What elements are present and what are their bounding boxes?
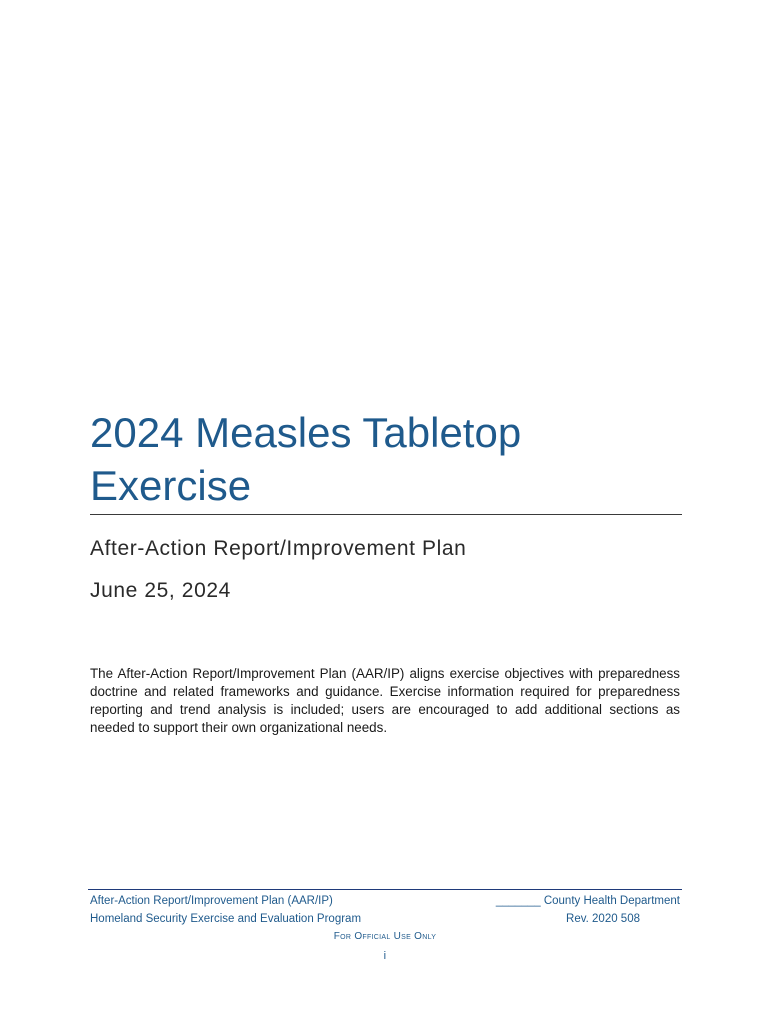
document-summary: The After-Action Report/Improvement Plan (AAR/IP) aligns exercise objectives with preparedness doctrine and related frameworks and guidance. Exercise information required for preparedness reporting and trend analysis is included; users are encouraged to add additional sections as needed to support their own organizational needs. [90, 666, 680, 735]
document-subtitle: After-Action Report/Improvement Plan [90, 537, 467, 560]
footer-revision: Rev. 2020 508 [566, 913, 640, 925]
footer-organization: _______ County Health Department [495, 895, 680, 907]
footer-divider [88, 889, 682, 890]
footer-classification: For Official Use Only [333, 931, 437, 942]
footer-program-name: Homeland Security Exercise and Evaluation Program [90, 913, 362, 925]
document-title: 2024 Measles Tabletop Exercise [90, 409, 522, 509]
title-divider [90, 514, 682, 515]
footer-report-name: After-Action Report/Improvement Plan (AAR/IP) [90, 895, 333, 907]
document-date: June 25, 2024 [90, 579, 231, 602]
page-number: i [383, 950, 387, 962]
